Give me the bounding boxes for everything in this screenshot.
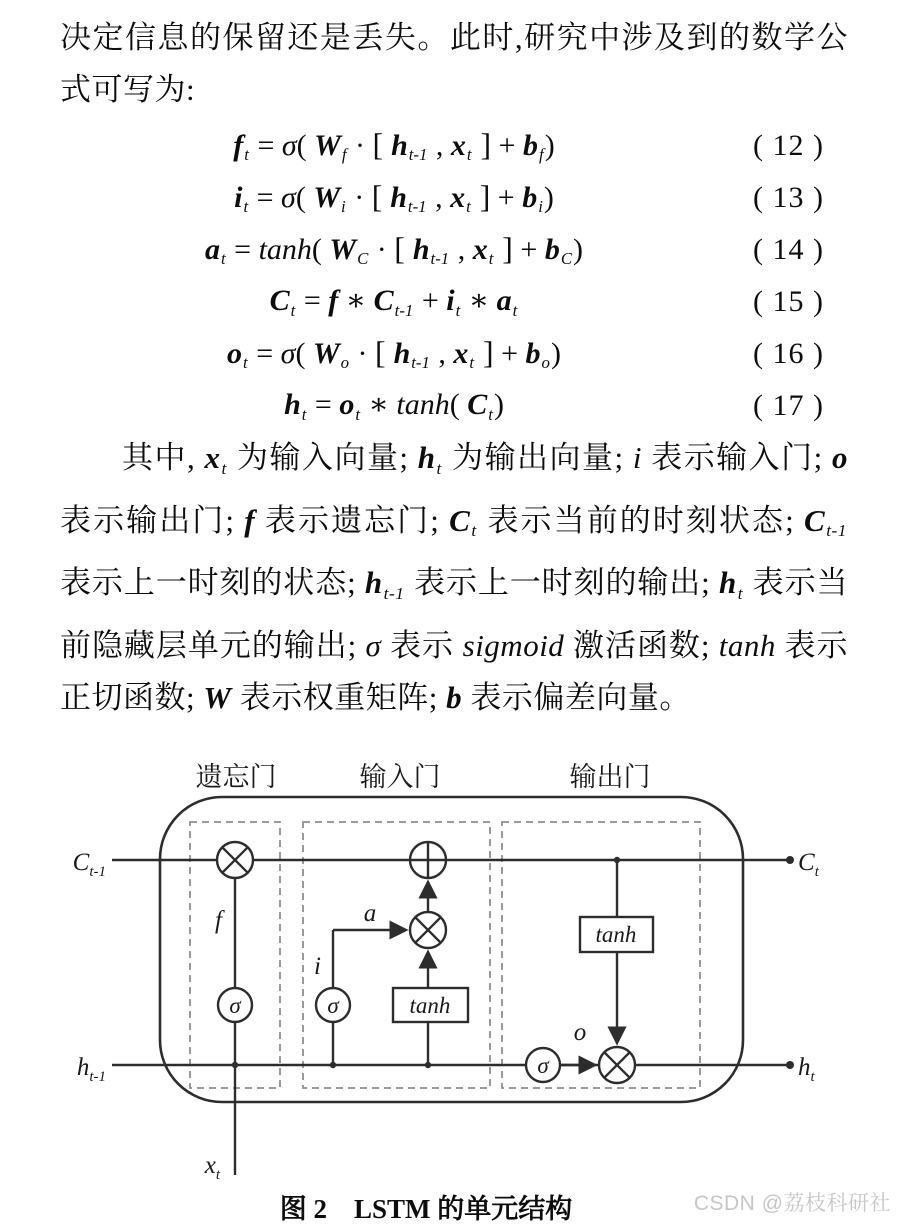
gate-labels [196, 762, 651, 792]
equation-16 [0, 328, 904, 380]
h-next-label: ht [798, 1054, 815, 1085]
watermark: CSDN @荔枝科研社 [693, 1192, 891, 1215]
equation-14 [0, 224, 904, 276]
equation-16-body: ot = σ( Wo · [ ht-1 , xt ] + bo) [227, 334, 561, 373]
equation-14-body: at = tanh( WC · [ ht-1 , xt ] + bC) [204, 230, 584, 269]
equation-13 [0, 172, 904, 224]
input-sigma-text: σ [327, 993, 339, 1018]
paragraph-notation: 其中, xt 为输入向量; ht 为输出向量; i 表示输入门; o 表示输出门; f 表示遗忘门; Ct 表示当前的时刻状态; Ct-1 表示上一时刻的状态; ht-1 表示上一时刻的输出; ht 表示当前隐藏层单元的输出; σ 表示 sigmoid 激活函数; tanh 表示正切函数; W 表示权重矩阵; b 表示偏差向量。 [60, 440, 848, 715]
lstm-figure [0, 750, 904, 1225]
x-input-label: xt [204, 1152, 220, 1182]
junction-dot [330, 1062, 336, 1068]
equation-block [0, 120, 904, 432]
input-gate-region [303, 822, 490, 1088]
equation-12-body: ft = σ( Wf · [ ht-1 , xt ] + bf) [233, 126, 555, 165]
input-tanh-text: tanh [409, 993, 451, 1018]
equation-15-body: Ct = f ∗ Ct-1 + it ∗ at [269, 284, 518, 320]
forget-gate-label: 遗忘门 [195, 762, 277, 792]
equation-15-number: ( 15 ) [753, 285, 824, 318]
equation-12 [0, 120, 904, 172]
forget-sigma-text: σ [229, 993, 241, 1018]
input-gate-label: 输入门 [359, 762, 441, 792]
paragraph-intro: 决定信息的保留还是丢失。此时,研究中涉及到的数学公式可写为: [60, 20, 848, 107]
equation-12-number: ( 12 ) [753, 129, 824, 162]
equation-15 [0, 276, 904, 328]
figure-caption: 图 2 LSTM 的单元结构 [279, 1194, 573, 1224]
h-prev-label: ht-1 [76, 1054, 106, 1085]
equation-17-number: ( 17 ) [753, 389, 824, 422]
c-next-label: Ct [798, 849, 819, 880]
equation-16-number: ( 16 ) [753, 337, 824, 370]
equation-17 [0, 380, 904, 432]
cell-outline [160, 797, 743, 1102]
output-gate-region [502, 822, 700, 1088]
equation-13-number: ( 13 ) [753, 181, 824, 214]
c-out-dot [786, 856, 794, 864]
a-signal-label: a [363, 900, 377, 927]
i-signal-label: i [314, 953, 321, 980]
equation-17-body: ht = ot ∗ tanh( Ct) [284, 388, 504, 424]
lstm-cell-diagram [0, 750, 904, 1182]
o-signal-label: o [573, 1019, 587, 1046]
h-out-dot [786, 1061, 794, 1069]
output-gate-label: 输出门 [569, 762, 651, 792]
f-signal-label: f [215, 907, 222, 934]
junction-dot [425, 1062, 431, 1068]
output-tanh-text: tanh [595, 922, 637, 947]
equation-14-number: ( 14 ) [753, 233, 824, 266]
junction-dot [614, 857, 620, 863]
output-sigma-text: σ [537, 1053, 549, 1078]
equation-13-body: it = σ( Wi · [ ht-1 , xt ] + bi) [234, 178, 554, 217]
c-prev-label: Ct-1 [72, 849, 106, 880]
operation-nodes [217, 842, 653, 1083]
junction-dot [232, 1062, 238, 1068]
